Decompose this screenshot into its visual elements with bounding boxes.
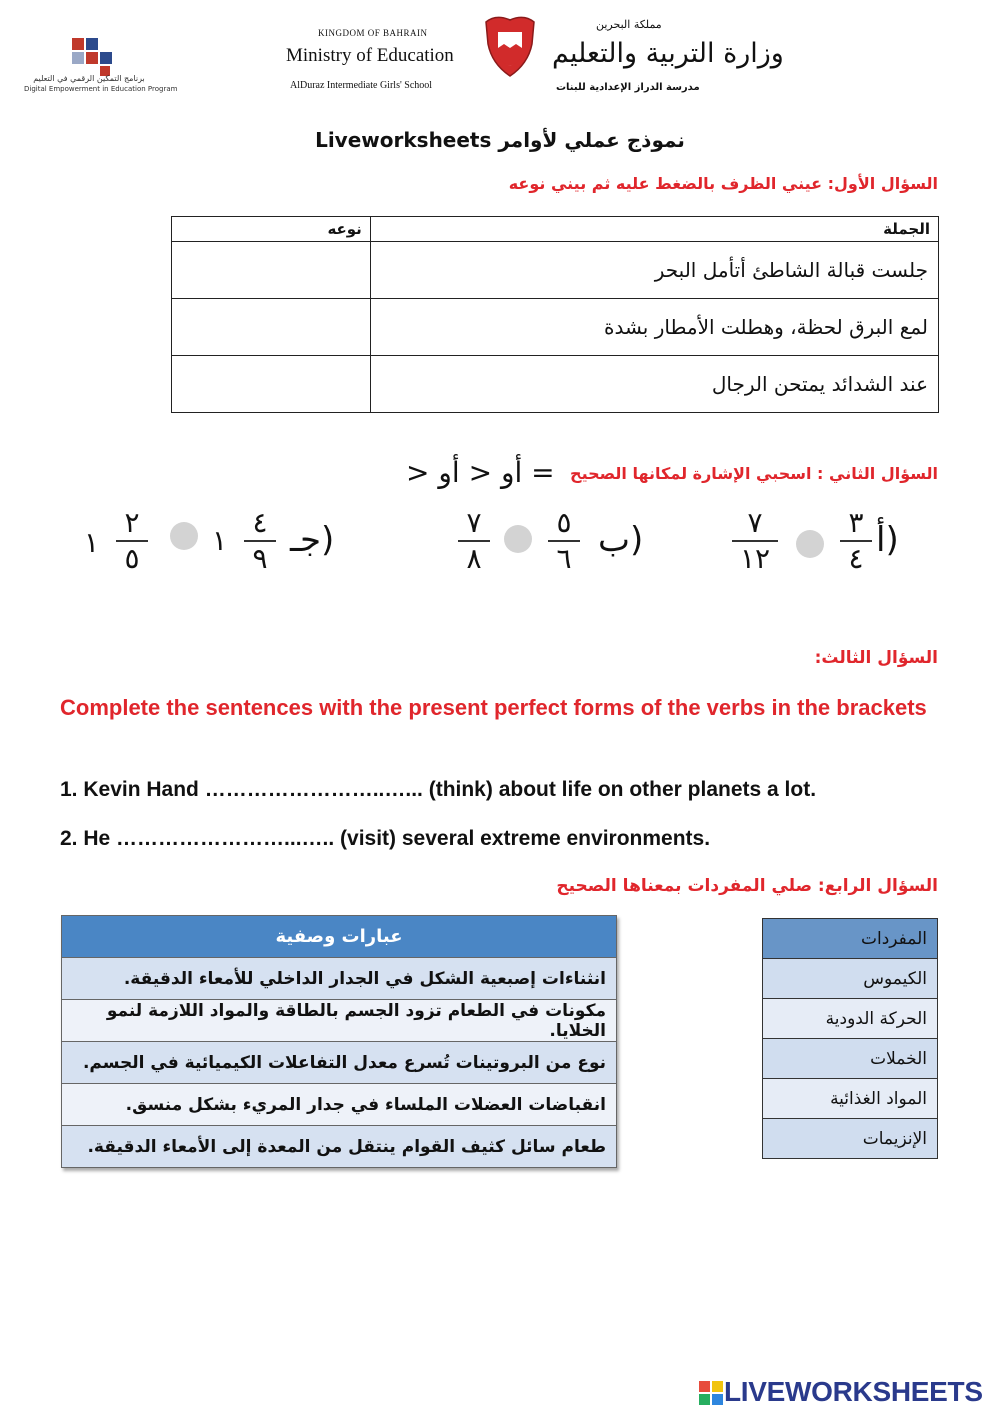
denominator: ١٢ [739,542,771,575]
q2-c-right-fraction [114,508,150,574]
description-item[interactable]: انثناءات إصبعية الشكل في الجدار الداخلي للأمعاء الدقيقة. [62,958,617,1000]
q1-table [171,216,939,413]
q2-c-left-fraction [242,508,278,574]
q2-b-left-fraction [546,508,582,574]
q2-label-a: أ) [876,520,899,560]
table-row [172,299,939,356]
school-english: AlDuraz Intermediate Girls' School [290,80,433,91]
q1-sentence[interactable]: لمع البرق لحظة، وهطلت الأمطار بشدة [370,299,938,356]
q1-type-answer[interactable] [172,242,371,299]
description-item[interactable]: طعام سائل كثيف القوام ينتقل من المعدة إلى الأمعاء الدقيقة. [62,1126,617,1168]
q2-label-c: جـ) [290,520,335,560]
q4-heading: السؤال الرابع: صلي المفردات بمعناها الصحيح [556,876,938,896]
q3-sentence-2[interactable]: 2. He ……………………...….. (visit) several extreme environments. [60,827,711,850]
q2-a-left-fraction [838,508,874,574]
description-item[interactable]: مكونات في الطعام تزود الجسم بالطاقة والمواد اللازمة لنمو الخلايا. [62,1000,617,1042]
numerator: ٧ [747,506,763,539]
vocabulary-item[interactable]: المواد الغذائية [763,1079,938,1119]
q2-a-drop-target[interactable] [796,530,824,558]
description-item[interactable]: انقباضات العضلات الملساء في جدار المريء بشكل منسق. [62,1084,617,1126]
denominator: ٨ [466,542,482,575]
denominator: ٩ [252,542,268,575]
q1-heading: السؤال الأول: عيني الظرف بالضغط عليه ثم بيني نوعه [508,174,938,193]
q2-symbols: > أو < أو = [406,456,555,489]
q1-sentence[interactable]: جلست قبالة الشاطئ أتأمل البحر [370,242,938,299]
descriptions-table [61,915,617,1168]
vocabulary-item[interactable]: الخملات [763,1039,938,1079]
denominator: ٤ [848,542,864,575]
kingdom-english: KINGDOM OF BAHRAIN [318,28,428,38]
numerator: ٧ [466,506,482,539]
q3-sentence-1[interactable]: 1. Kevin Hand ……………………..…... (think) about life on other planets a lot. [60,778,817,801]
denominator: ٥ [124,542,140,575]
numerator: ٥ [556,506,572,539]
q3-heading: السؤال الثالث: [814,648,938,668]
bahrain-crest-icon [482,14,538,78]
program-name-english: Digital Empowerment in Education Program [24,85,178,93]
page-title: نموذج عملي لأوامر Liveworksheets [315,128,685,152]
vocabulary-item[interactable]: الحركة الدودية [763,999,938,1039]
q2-c-left-whole: ١ [212,524,228,557]
q1-sentence[interactable]: عند الشدائد يمتحن الرجال [370,356,938,413]
q2-b-right-fraction [456,508,492,574]
q2-b-drop-target[interactable] [504,525,532,553]
program-name-arabic: برنامج التمكين الرقمي في التعليم [33,74,145,83]
vocabulary-header: المفردات [763,919,938,959]
q1-col-type: نوعه [172,217,371,242]
school-arabic: مدرسة الدراز الإعدادية للبنات [556,82,700,93]
liveworksheets-logo-icon [698,1380,724,1406]
liveworksheets-brand[interactable]: LIVEWORKSHEETS [724,1376,983,1407]
q3-instruction: Complete the sentences with the present perfect forms of the verbs in the brackets [60,695,927,720]
numerator: ٤ [252,506,268,539]
table-row [172,242,939,299]
q2-c-right-whole: ١ [84,526,100,559]
q2-c-drop-target[interactable] [170,522,198,550]
descriptions-header: عبارات وصفية [62,916,617,958]
description-item[interactable]: نوع من البروتينات تُسرع معدل التفاعلات الكيميائية في الجسم. [62,1042,617,1084]
numerator: ٣ [848,506,864,539]
denominator: ٦ [556,542,572,575]
vocabulary-table [762,918,938,1159]
q2-label-b: ب) [598,520,644,560]
table-row [172,356,939,413]
numerator: ٢ [124,506,140,539]
q2-a-right-fraction [730,508,780,574]
ministry-arabic: وزارة التربية والتعليم [552,38,784,69]
q1-col-sentence: الجملة [370,217,938,242]
q1-type-answer[interactable] [172,299,371,356]
kingdom-arabic: مملكة البحرين [596,18,662,31]
ministry-english: Ministry of Education [286,45,454,66]
q2-heading: السؤال الثاني : اسحبي الإشارة لمكانها الصحيح [570,464,938,483]
q1-type-answer[interactable] [172,356,371,413]
vocabulary-item[interactable]: الإنزيمات [763,1119,938,1159]
vocabulary-item[interactable]: الكيموس [763,959,938,999]
